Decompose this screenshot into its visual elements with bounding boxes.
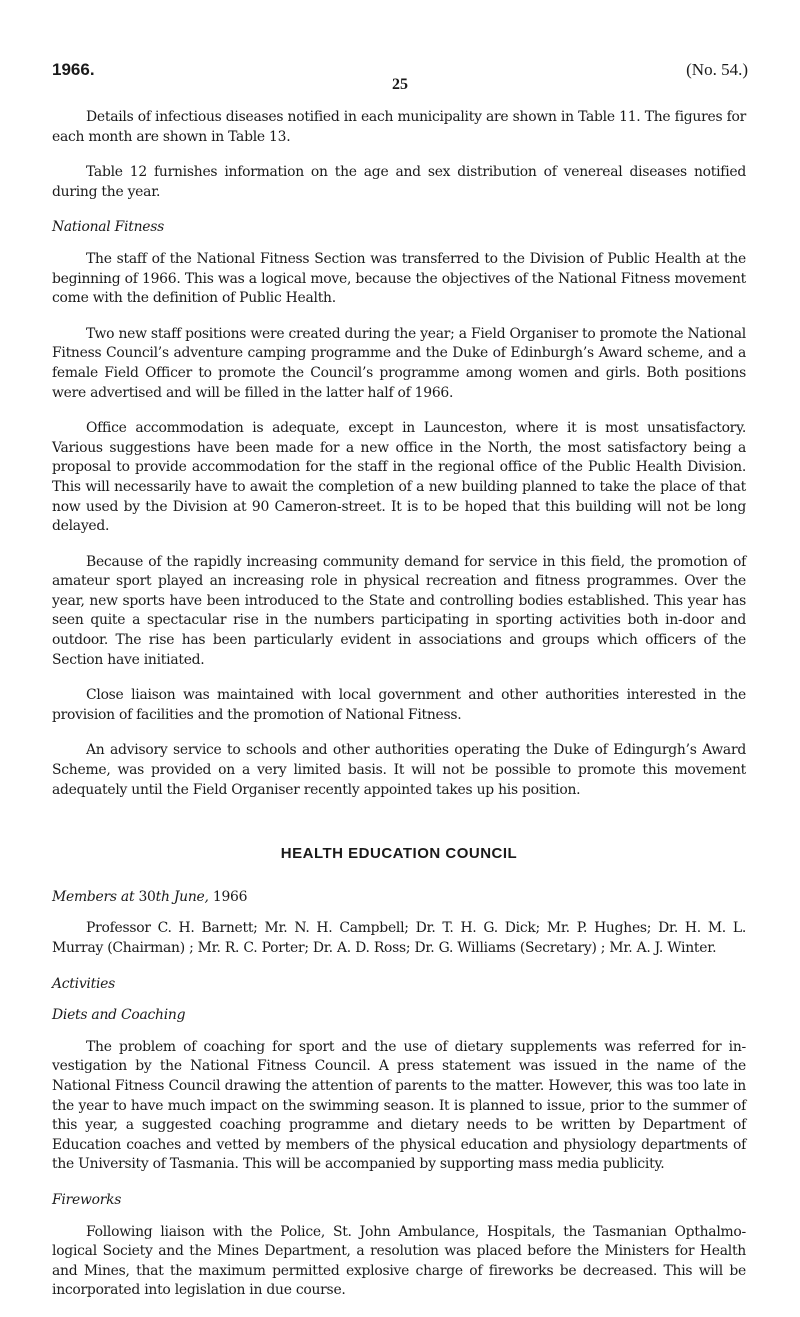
paragraph: Table 12 furnishes information on the age and sex distribution of venereal diseases notified during the year. [52, 164, 746, 200]
paragraph: Close liaison was maintained with local government and other authorities interested in the provision of facilities and the promotion of National Fitness. [52, 687, 746, 723]
header-issue-number: (No. 54.) [686, 60, 748, 79]
members-year: 1966 [208, 888, 248, 905]
members-list: Professor C. H. Barnett; Mr. N. H. Campbell; Dr. T. H. G. Dick; Mr. P. Hughes; Dr. H. M. L. Murray (Chairman) ; Mr. R. C. Porter; Dr. A. D. Ross; Dr. G. Williams (Secretary) ; Mr. A. J. Winter. [52, 920, 746, 956]
paragraph: An advisory service to schools and other authorities operating the Duke of Edingurgh’s Award Scheme, was provided on a very limited basis. It will not be possible to promote this movement adequately until the Field Organiser recently appointed takes up his position. [52, 742, 746, 798]
page-number: 25 [392, 76, 408, 93]
page-header [52, 60, 748, 100]
members-suffix: th June, [155, 888, 209, 905]
section-title-health-education-council: HEALTH EDUCATION COUNCIL [280, 845, 518, 863]
members-day: 30 [138, 888, 156, 905]
subsection-heading-diets-and-coaching: Diets and Coaching [52, 1007, 186, 1024]
paragraph: Following liaison with the Police, St. John Ambulance, Hospitals, the Tasmanian Opthalmo-logical Society and the Mines Department, a resolution was placed before the Ministers for Health and Mines, that the maximum permitted explosive charge of fireworks be decreased. This will be incorporated into legislation in due course. [52, 1223, 746, 1299]
section-heading-activities: Activities [52, 975, 115, 992]
header-year: 1966. [52, 60, 95, 79]
subsection-heading-fireworks: Fireworks [52, 1191, 122, 1208]
members-heading [52, 888, 746, 908]
paragraph: Because of the rapidly increasing community demand for service in this field, the promotion of amateur sport played an increasing role in physical recreation and fitness programmes. Over the year, new sports have been introduced to the State and controlling bodies established. This year has seen quite a spectacular rise in the numbers participating in sporting activities both in-door and outdoor. The rise has been particularly evident in associations and groups which officers of the Section have initiated. [52, 553, 746, 668]
paragraph: Details of infectious diseases notified in each municipality are shown in Table 11. The figures for each month are shown in Table 13. [52, 109, 746, 145]
paragraph: The problem of coaching for sport and the use of dietary supplements was referred for in-vestigation by the National Fitness Council. A press statement was issued in the name of the National Fitness Council drawing the attention of parents to the matter. However, this was too late in the year to have much impact on the swimming season. It is planned to issue, prior to the summer of this year, a suggested coaching programme and dietary needs to be written by Department of Education coaches and vetted by members of the physical education and physiology departments of the University of Tasmania. This will be accompanied by supporting mass media publicity. [52, 1038, 746, 1173]
paragraph: The staff of the National Fitness Section was transferred to the Division of Public Health at the beginning of 1966. This was a logical move, because the objectives of the National Fitness movement come with the definition of Public Health. [52, 250, 746, 307]
paragraph: Office accommodation is adequate, except in Launceston, where it is most unsatisfactory. Various suggestions have been made for a new office in the North, the most satisfactory being a proposal to provide accommodation for the staff in the regional office of the Public Health Division. This will necessarily have to await the completion of a new building planned to take the place of that now used by the Division at 90 Cameron-street. It is to be hoped that this building will not be long delayed. [52, 420, 746, 535]
section-heading-national-fitness: National Fitness [52, 219, 164, 236]
page-body [52, 108, 746, 1317]
paragraph: Two new staff positions were created during the year; a Field Organiser to promote the National Fitness Council’s adventure camping programme and the Duke of Edinburgh’s Award scheme, and a female Field Officer to promote the Council’s programme among women and girls. Both positions were advertised and will be filled in the latter half of 1966. [52, 325, 746, 401]
members-prefix: Members at [52, 888, 139, 905]
